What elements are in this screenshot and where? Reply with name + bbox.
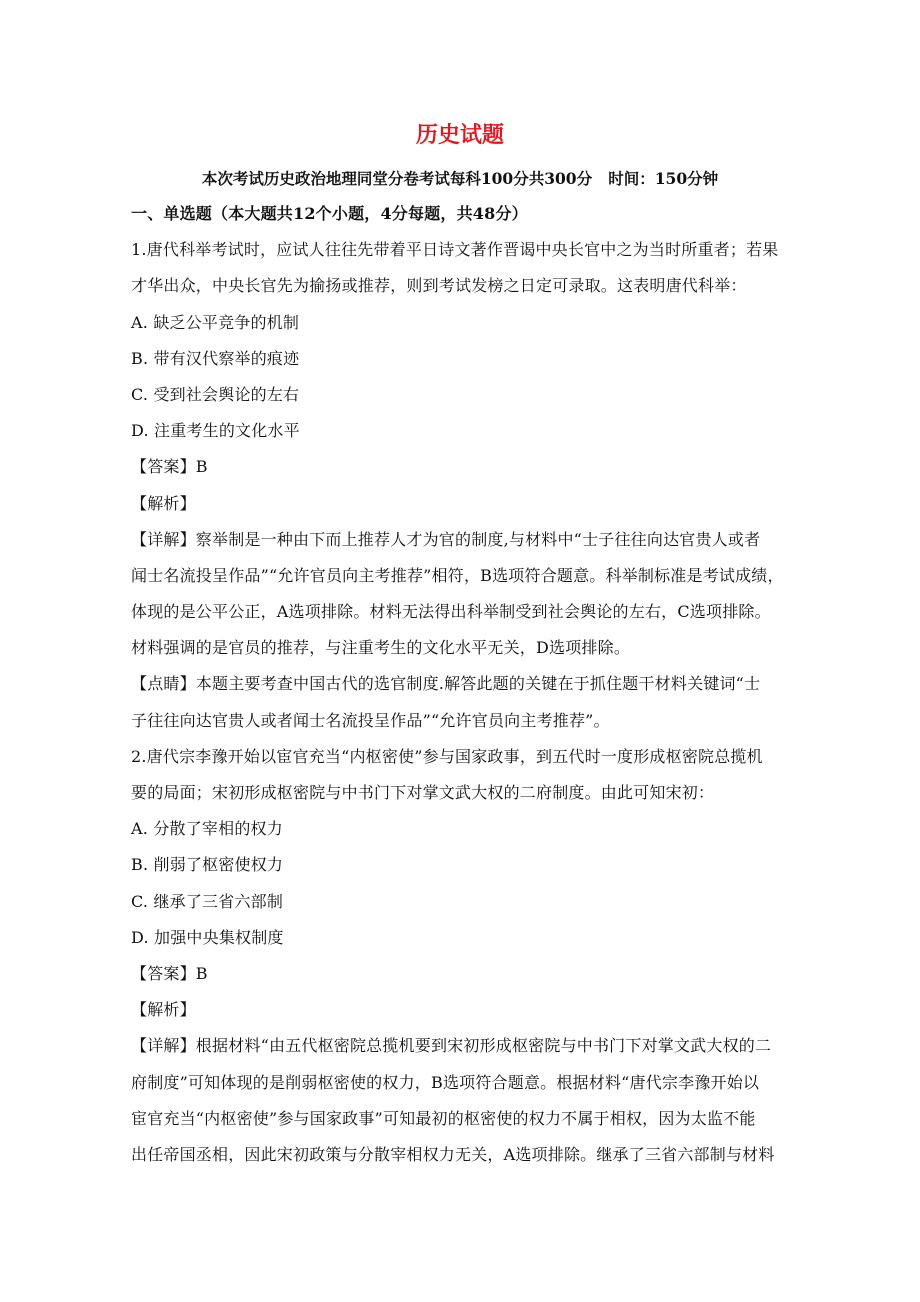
- text-line: B. 削弱了枢密使权力: [131, 855, 284, 875]
- text-line: 闻士名流投呈作品”“允许官员向主考推荐”相符，B选项符合题意。科举制标准是考试成绩，: [131, 565, 784, 585]
- text-line: 【详解】根据材料“由五代枢密院总揽机要到宋初形成枢密院与中书门下对掌文武大权的二: [131, 1036, 772, 1056]
- exam-info: 本次考试历史政治地理同堂分卷考试每科100分共300分 时间：150分钟: [201, 169, 719, 188]
- question-text: [131, 232, 811, 1173]
- section-heading: 一、单选题（本大题共12个小题，4分每题，共48分）: [131, 204, 528, 223]
- text-line: B. 带有汉代察举的痕迹: [131, 348, 300, 368]
- text-line: D. 加强中央集权制度: [131, 927, 284, 947]
- text-line: C. 继承了三省六部制: [131, 891, 284, 911]
- text-line: 【解析】: [131, 493, 196, 513]
- text-line: 出任帝国丞相，因此宋初政策与分散宰相权力无关，A选项排除。继承了三省六部制与材料: [131, 1144, 775, 1164]
- text-line: A. 缺乏公平竞争的机制: [131, 312, 300, 332]
- text-line: 1.唐代科举考试时，应试人往往先带着平日诗文著作晋谒中央长官中之为当时所重者；若果: [131, 240, 779, 260]
- text-line: 体现的是公平公正，A选项排除。材料无法得出科举制受到社会舆论的左右，C选项排除。: [131, 602, 771, 622]
- text-line: 宦官充当“内枢密使”参与国家政事”可知最初的枢密使的权力不属于相权，因为太监不能: [131, 1108, 756, 1128]
- text-line: 才华出众，中央长官先为揄扬或推荐，则到考试发榜之日定可录取。这表明唐代科举：: [131, 276, 747, 296]
- text-line: 材料强调的是官员的推荐，与注重考生的文化水平无关，D选项排除。: [131, 638, 631, 658]
- text-line: 【解析】: [131, 1000, 196, 1020]
- text-line: 2.唐代宗李豫开始以宦官充当“内枢密使”参与国家政事，到五代时一度形成枢密院总揽机: [131, 746, 763, 766]
- text-line: C. 受到社会舆论的左右: [131, 384, 300, 404]
- document-body: [131, 196, 811, 1173]
- text-line: 【答案】B: [131, 963, 208, 983]
- text-line: A. 分散了宰相的权力: [131, 819, 283, 839]
- text-line: 子往往向达官贵人或者闻士名流投呈作品”“允许官员向主考推荐”。: [131, 710, 610, 730]
- text-line: 要的局面；宋初形成枢密院与中书门下对掌文武大权的二府制度。由此可知宋初：: [131, 783, 715, 802]
- text-line: 府制度”可知体现的是削弱枢密使的权力，B选项符合题意。根据材料“唐代宗李豫开始以: [131, 1072, 760, 1092]
- text-line: D. 注重考生的文化水平: [131, 421, 300, 441]
- text-line: 【答案】B: [131, 457, 208, 477]
- text-line: 【详解】察举制是一种由下而上推荐人才为官的制度,与材料中“士子往往向达官贵人或者: [131, 529, 761, 549]
- document-title: 历史试题: [415, 122, 504, 148]
- text-line: 【点睛】本题主要考查中国古代的选官制度.解答此题的关键在于抓住题干材料关键词“士: [131, 674, 761, 694]
